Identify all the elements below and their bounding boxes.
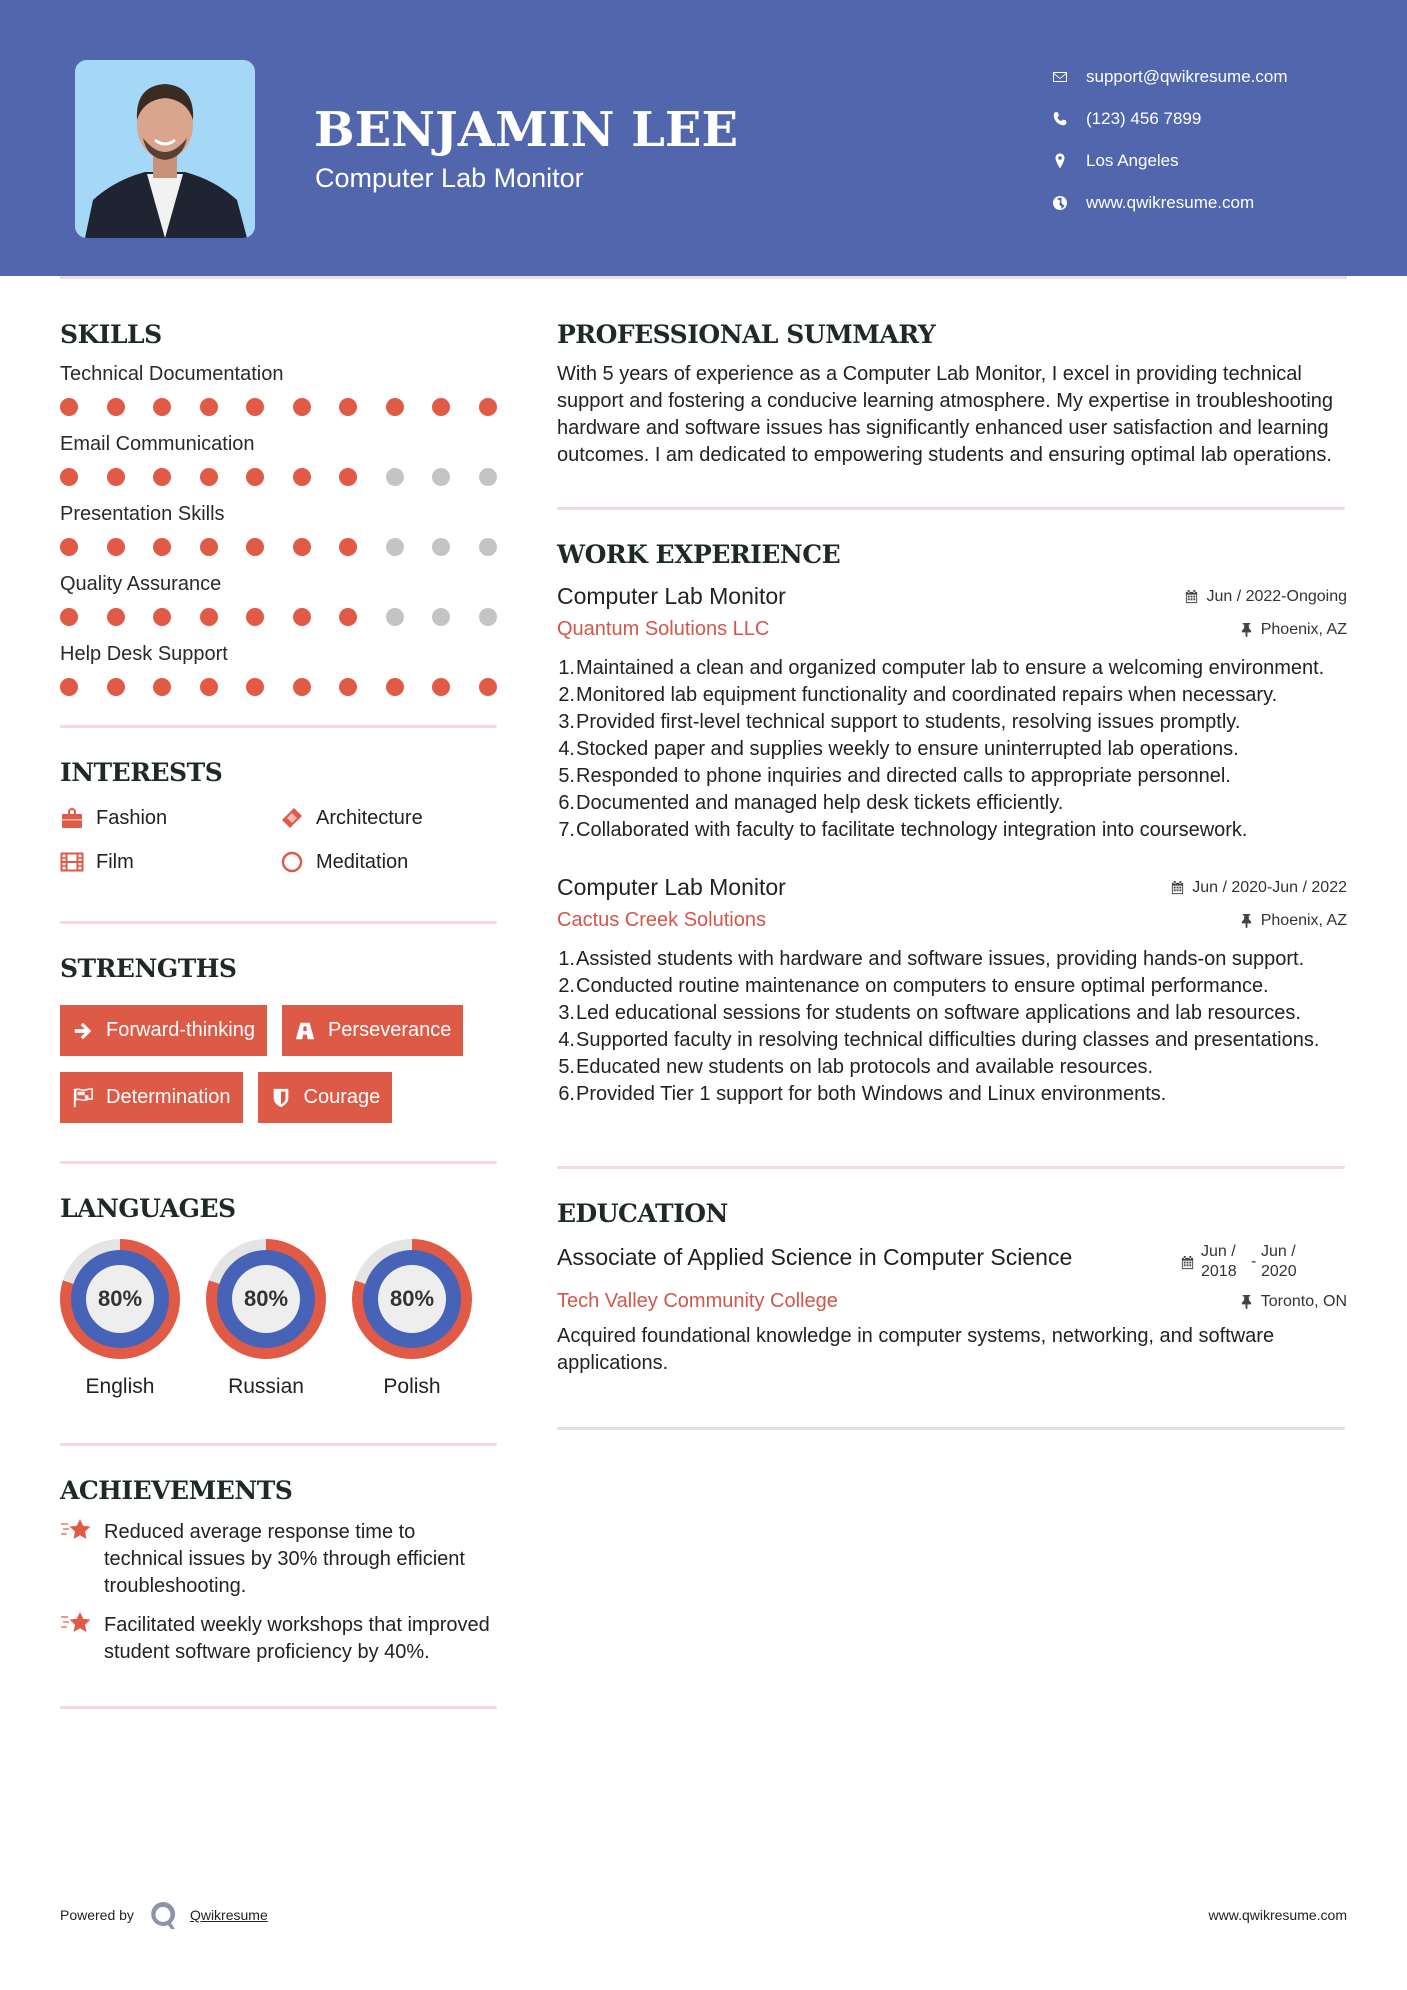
skill-rating <box>60 673 497 701</box>
globe-icon <box>1050 195 1086 211</box>
interest-label: Meditation <box>316 850 409 873</box>
degree-title: Associate of Applied Science in Computer Science <box>557 1244 1073 1270</box>
interest-item <box>280 803 497 833</box>
education-dates <box>1180 1242 1311 1282</box>
rating-dot-empty <box>432 468 450 486</box>
skills-title: SKILLS <box>60 320 162 349</box>
contact-location-text: Los Angeles <box>1086 151 1179 170</box>
skill-name: Help Desk Support <box>60 643 228 665</box>
rating-dot-empty <box>479 608 497 626</box>
education-location-text: Toronto, ON <box>1260 1292 1347 1310</box>
rating-dot-filled <box>386 678 404 696</box>
job-bullet <box>557 736 1347 763</box>
rating-dot-filled <box>200 468 218 486</box>
pushpin-icon <box>1239 1294 1254 1309</box>
bullet-number: 4. <box>558 738 575 760</box>
rating-dot-empty <box>432 538 450 556</box>
achievement-item <box>60 1519 497 1600</box>
rating-dot-filled <box>60 468 78 486</box>
footer-website[interactable]: www.qwikresume.com <box>1208 1907 1347 1923</box>
rating-dot-filled <box>246 398 264 416</box>
interest-item <box>280 847 497 877</box>
language-percent: 80% <box>378 1265 446 1333</box>
interest-label: Fashion <box>96 806 168 829</box>
map-pin-icon <box>1050 153 1086 169</box>
rating-dot-filled <box>432 678 450 696</box>
section-divider <box>557 507 1345 510</box>
summary-title: PROFESSIONAL SUMMARY <box>557 320 936 349</box>
rating-dot-filled <box>293 538 311 556</box>
language-name: Russian <box>228 1375 304 1398</box>
skill-rating <box>60 603 497 631</box>
contact-website[interactable] <box>1050 182 1370 224</box>
bullet-number: 6. <box>558 1083 575 1105</box>
candidate-name: BENJAMIN LEE <box>314 102 739 158</box>
contact-list <box>1050 56 1370 224</box>
resume-header <box>0 0 1407 276</box>
interests-grid <box>60 803 497 877</box>
interest-item <box>60 803 280 833</box>
job-bullet <box>557 946 1347 973</box>
education-separator: - <box>1251 1253 1257 1270</box>
education-header <box>557 1242 1347 1282</box>
bullet-text: Provided first-level technical support to students, resolving issues promptly. <box>576 711 1241 733</box>
arrow-right-icon <box>72 1020 94 1042</box>
language-name: Polish <box>383 1375 441 1398</box>
skill-rating <box>60 463 497 491</box>
summary-text: With 5 years of experience as a Computer Lab Monitor, I excel in providing technical support and fostering a conducive learning atmosphere. My expertise in troubleshooting hardware and software issues has significantly enhanced user satisfaction and learning outcomes. I am dedicated to empowering students and ensuring optimal lab operations. <box>557 363 1334 466</box>
strengths-list <box>60 1005 497 1123</box>
experience-title: WORK EXPERIENCE <box>557 540 841 569</box>
section-divider <box>60 921 497 924</box>
job-dates-text: Jun / 2022-Ongoing <box>1206 587 1347 605</box>
languages-title: LANGUAGES <box>60 1194 236 1223</box>
skills-list <box>60 363 497 701</box>
contact-phone[interactable] <box>1050 98 1370 140</box>
bullet-number: 4. <box>558 1029 575 1051</box>
powered-by <box>60 1899 268 1931</box>
rating-dot-filled <box>339 678 357 696</box>
skills-section <box>60 320 497 701</box>
shield-icon <box>270 1087 292 1109</box>
rating-dot-filled <box>107 538 125 556</box>
skill-name: Presentation Skills <box>60 503 225 525</box>
pushpin-icon <box>1239 913 1254 928</box>
achievements-title: ACHIEVEMENTS <box>60 1476 293 1505</box>
rating-dot-filled <box>200 398 218 416</box>
education-section <box>557 1199 1347 1377</box>
star-icon <box>60 1610 94 1638</box>
rating-dot-filled <box>339 468 357 486</box>
job-bullet <box>557 763 1347 790</box>
rating-dot-filled <box>293 468 311 486</box>
education-start: Jun / 2018 <box>1201 1243 1237 1280</box>
calendar-icon <box>1184 589 1199 604</box>
rating-dot-empty <box>479 468 497 486</box>
skill-name: Quality Assurance <box>60 573 222 595</box>
strength-label: Courage <box>303 1086 381 1108</box>
section-divider <box>60 1706 497 1709</box>
interests-title: INTERESTS <box>60 758 223 787</box>
rating-dot-filled <box>107 398 125 416</box>
bullet-number: 3. <box>558 1002 575 1024</box>
calendar-icon <box>1170 880 1185 895</box>
bullet-number: 6. <box>558 792 575 814</box>
shopping-bag-icon <box>60 806 84 830</box>
bullet-number: 3. <box>558 711 575 733</box>
education-school-row <box>557 1290 1347 1313</box>
bullet-text: Maintained a clean and organized computer lab to ensure a welcoming environment. <box>576 657 1325 679</box>
rating-dot-filled <box>339 608 357 626</box>
rating-dot-filled <box>200 678 218 696</box>
rating-dot-filled <box>293 608 311 626</box>
rating-dot-filled <box>107 468 125 486</box>
job-bullet <box>557 709 1347 736</box>
rating-dot-filled <box>153 608 171 626</box>
section-divider <box>557 1427 1345 1430</box>
bullet-number: 2. <box>558 684 575 706</box>
education-title: EDUCATION <box>557 1199 728 1228</box>
bullet-number: 5. <box>558 1056 575 1078</box>
strengths-title: STRENGTHS <box>60 954 237 983</box>
achievements-section <box>60 1476 497 1666</box>
experience-section <box>557 540 1347 1108</box>
bullet-text: Supported faculty in resolving technical difficulties during classes and presentations. <box>576 1029 1320 1051</box>
job-dates-text: Jun / 2020-Jun / 2022 <box>1192 878 1347 896</box>
rating-dot-empty <box>432 608 450 626</box>
interest-item <box>60 847 280 877</box>
strength-chip <box>60 1005 267 1056</box>
section-divider <box>60 1161 497 1164</box>
education-end: Jun / 2020 <box>1261 1243 1297 1280</box>
rating-dot-filled <box>479 398 497 416</box>
strength-label: Perseverance <box>327 1019 452 1041</box>
section-divider <box>60 725 497 728</box>
job-bullet <box>557 1027 1347 1054</box>
qwikresume-logo-icon <box>148 1899 178 1931</box>
job-bullet <box>557 1081 1347 1108</box>
company-name: Quantum Solutions LLC <box>557 618 770 640</box>
film-icon <box>60 850 84 874</box>
rating-dot-filled <box>293 398 311 416</box>
skill-rating <box>60 533 497 561</box>
contact-email-text: support@qwikresume.com <box>1086 67 1288 86</box>
rating-dot-filled <box>246 538 264 556</box>
job-bullet <box>557 973 1347 1000</box>
rating-dot-filled <box>107 678 125 696</box>
job-bullets <box>557 655 1347 844</box>
job-location <box>1239 912 1347 930</box>
job-bullet <box>557 790 1347 817</box>
rating-dot-empty <box>386 608 404 626</box>
strength-label: Forward-thinking <box>106 1019 255 1041</box>
skill-name: Technical Documentation <box>60 363 284 385</box>
rating-dot-filled <box>153 678 171 696</box>
interest-label: Film <box>96 850 134 873</box>
qwikresume-link[interactable]: Qwikresume <box>189 1907 268 1923</box>
rating-dot-filled <box>339 538 357 556</box>
languages-list <box>60 1239 497 1399</box>
contact-location <box>1050 140 1370 182</box>
rating-dot-filled <box>386 398 404 416</box>
job-bullet <box>557 682 1347 709</box>
rating-dot-filled <box>60 398 78 416</box>
contact-website-text: www.qwikresume.com <box>1086 193 1255 212</box>
portrait-image <box>75 60 255 238</box>
rating-dot-filled <box>246 678 264 696</box>
language-proficiency-donut <box>60 1239 180 1359</box>
right-column <box>557 320 1347 1430</box>
job-bullet <box>557 1000 1347 1027</box>
bullet-text: Assisted students with hardware and software issues, providing hands-on support. <box>576 948 1305 970</box>
job-header <box>557 583 1347 610</box>
rating-dot-filled <box>200 538 218 556</box>
job-bullets <box>557 946 1347 1108</box>
school-name: Tech Valley Community College <box>557 1290 838 1312</box>
profile-photo <box>75 60 255 238</box>
job-dates <box>1170 879 1347 897</box>
education-description: Acquired foundational knowledge in computer systems, networking, and software applications. <box>557 1325 1275 1374</box>
rating-dot-filled <box>479 678 497 696</box>
company-name: Cactus Creek Solutions <box>557 909 766 931</box>
job-company-row <box>557 618 1347 641</box>
rating-dot-filled <box>153 398 171 416</box>
job-bullet <box>557 817 1347 844</box>
language-item <box>60 1239 180 1399</box>
bullet-number: 2. <box>558 975 575 997</box>
job-location-text: Phoenix, AZ <box>1260 911 1347 929</box>
job-entry <box>557 583 1347 844</box>
bullet-number: 5. <box>558 765 575 787</box>
star-icon <box>60 1517 94 1545</box>
phone-icon <box>1050 111 1086 127</box>
envelope-icon <box>1050 69 1086 85</box>
road-icon <box>294 1020 316 1042</box>
rating-dot-empty <box>479 538 497 556</box>
rating-dot-filled <box>293 678 311 696</box>
job-bullet <box>557 655 1347 682</box>
jobs-list <box>557 583 1347 1108</box>
flag-checkered-icon <box>72 1087 94 1109</box>
rating-dot-filled <box>107 608 125 626</box>
bullet-text: Monitored lab equipment functionality and coordinated repairs when necessary. <box>576 684 1278 706</box>
job-location <box>1239 621 1347 639</box>
bullet-text: Provided Tier 1 support for both Windows and Linux environments. <box>576 1083 1167 1105</box>
bullet-text: Conducted routine maintenance on computers to ensure optimal performance. <box>576 975 1269 997</box>
strengths-section <box>60 954 497 1123</box>
job-bullet <box>557 1054 1347 1081</box>
bullet-text: Responded to phone inquiries and directed calls to appropriate personnel. <box>576 765 1231 787</box>
achievement-text: Facilitated weekly workshops that improved student software proficiency by 40%. <box>104 1614 490 1663</box>
job-title: Computer Lab Monitor <box>557 583 786 609</box>
interests-section <box>60 758 497 877</box>
strength-label: Determination <box>106 1086 231 1108</box>
bullet-text: Collaborated with faculty to facilitate technology integration into coursework. <box>576 819 1248 841</box>
job-location-text: Phoenix, AZ <box>1260 620 1347 638</box>
strength-chip <box>282 1005 463 1056</box>
job-company-row <box>557 909 1347 932</box>
achievement-text: Reduced average response time to technical issues by 30% through efficient troubleshooting. <box>104 1521 465 1597</box>
achievement-item <box>60 1612 497 1666</box>
rating-dot-filled <box>246 468 264 486</box>
summary-section <box>557 320 1347 469</box>
rating-dot-filled <box>60 608 78 626</box>
job-entry <box>557 874 1347 1108</box>
rating-dot-empty <box>386 538 404 556</box>
header-divider <box>60 276 1347 279</box>
bullet-text: Led educational sessions for students on software applications and lab resources. <box>576 1002 1301 1024</box>
rating-dot-empty <box>386 468 404 486</box>
language-percent: 80% <box>232 1265 300 1333</box>
language-item <box>206 1239 326 1399</box>
skill-rating <box>60 393 497 421</box>
strength-chip <box>258 1072 393 1123</box>
education-location <box>1239 1293 1347 1311</box>
rating-dot-filled <box>339 398 357 416</box>
candidate-role: Computer Lab Monitor <box>315 163 584 193</box>
circle-icon <box>280 850 304 874</box>
bullet-number: 7. <box>558 819 575 841</box>
rating-dot-filled <box>153 468 171 486</box>
rating-dot-filled <box>246 608 264 626</box>
section-divider <box>60 1443 497 1446</box>
powered-by-label: Powered by <box>60 1907 134 1923</box>
languages-section <box>60 1194 497 1399</box>
contact-email[interactable] <box>1050 56 1370 98</box>
interest-label: Architecture <box>316 806 423 829</box>
language-name: English <box>85 1375 155 1398</box>
left-column <box>60 320 497 1709</box>
strength-chip <box>60 1072 243 1123</box>
job-header <box>557 874 1347 901</box>
calendar-icon <box>1180 1255 1195 1270</box>
language-item <box>352 1239 472 1399</box>
bullet-text: Educated new students on lab protocols and available resources. <box>576 1056 1154 1078</box>
job-title: Computer Lab Monitor <box>557 874 786 900</box>
pushpin-icon <box>1239 622 1254 637</box>
rating-dot-filled <box>60 538 78 556</box>
page-footer <box>60 1900 1347 1930</box>
bullet-text: Documented and managed help desk tickets efficiently. <box>576 792 1064 814</box>
rating-dot-filled <box>153 538 171 556</box>
language-percent: 80% <box>86 1265 154 1333</box>
skill-name: Email Communication <box>60 433 255 455</box>
contact-phone-text: (123) 456 7899 <box>1086 109 1202 128</box>
bullet-number: 1. <box>558 657 575 679</box>
bullet-text: Stocked paper and supplies weekly to ensure uninterrupted lab operations. <box>576 738 1239 760</box>
rating-dot-filled <box>200 608 218 626</box>
section-divider <box>557 1166 1345 1169</box>
language-proficiency-donut <box>352 1239 472 1359</box>
rating-dot-filled <box>432 398 450 416</box>
language-proficiency-donut <box>206 1239 326 1359</box>
ruler-pencil-icon <box>280 806 304 830</box>
rating-dot-filled <box>60 678 78 696</box>
bullet-number: 1. <box>558 948 575 970</box>
job-dates <box>1184 588 1347 606</box>
